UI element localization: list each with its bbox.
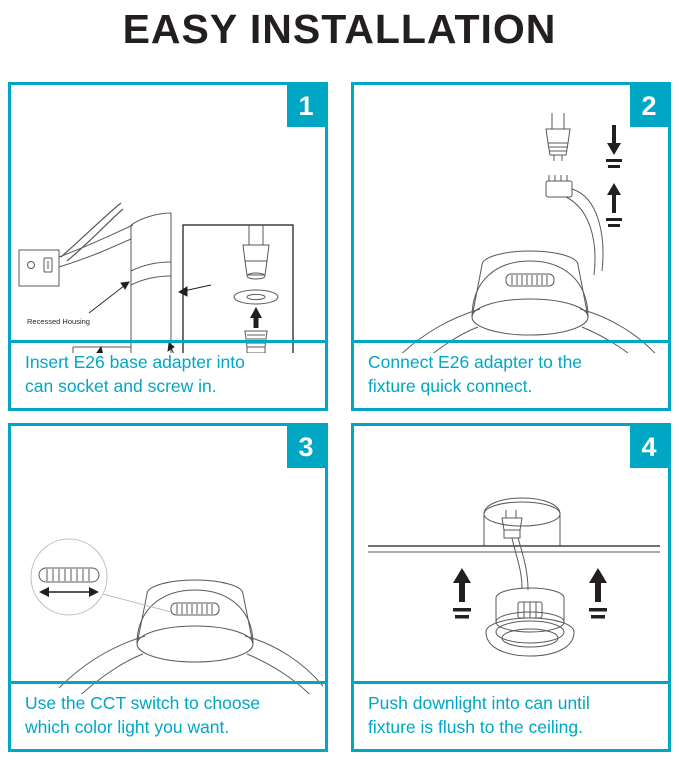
step-number-badge-3: 3 — [287, 426, 325, 468]
page-title: EASY INSTALLATION — [122, 6, 557, 52]
caption-line-2: can socket and screw in. — [25, 375, 217, 396]
label-recessed-housing: Recessed Housing — [27, 317, 90, 326]
caption-line-2: fixture quick connect. — [368, 375, 533, 396]
step-number-badge-1: 1 — [287, 85, 325, 127]
step-number-badge-2: 2 — [630, 85, 668, 127]
caption-line-2: which color light you want. — [25, 716, 230, 737]
step-caption-1 — [11, 340, 325, 408]
step-caption-3 — [11, 681, 325, 749]
caption-line-1: Connect E26 adapter to the — [368, 352, 583, 372]
step-card-3 — [8, 423, 328, 752]
caption-line-1: Push downlight into can until — [368, 693, 590, 713]
step-card-1 — [8, 82, 328, 411]
step-illustration-2 — [354, 85, 668, 353]
step-card-2 — [351, 82, 671, 411]
caption-line-1: Insert E26 base adapter into — [25, 352, 245, 372]
step-caption-4 — [354, 681, 668, 749]
step-caption-2 — [354, 340, 668, 408]
step-card-4 — [351, 423, 671, 752]
step-illustration-3 — [11, 426, 325, 694]
step-illustration-4 — [354, 426, 668, 694]
step-number-badge-4: 4 — [630, 426, 668, 468]
steps-grid — [8, 82, 671, 752]
step-illustration-1 — [11, 85, 325, 353]
caption-line-1: Use the CCT switch to choose — [25, 693, 261, 713]
caption-line-2: fixture is flush to the ceiling. — [368, 716, 583, 737]
